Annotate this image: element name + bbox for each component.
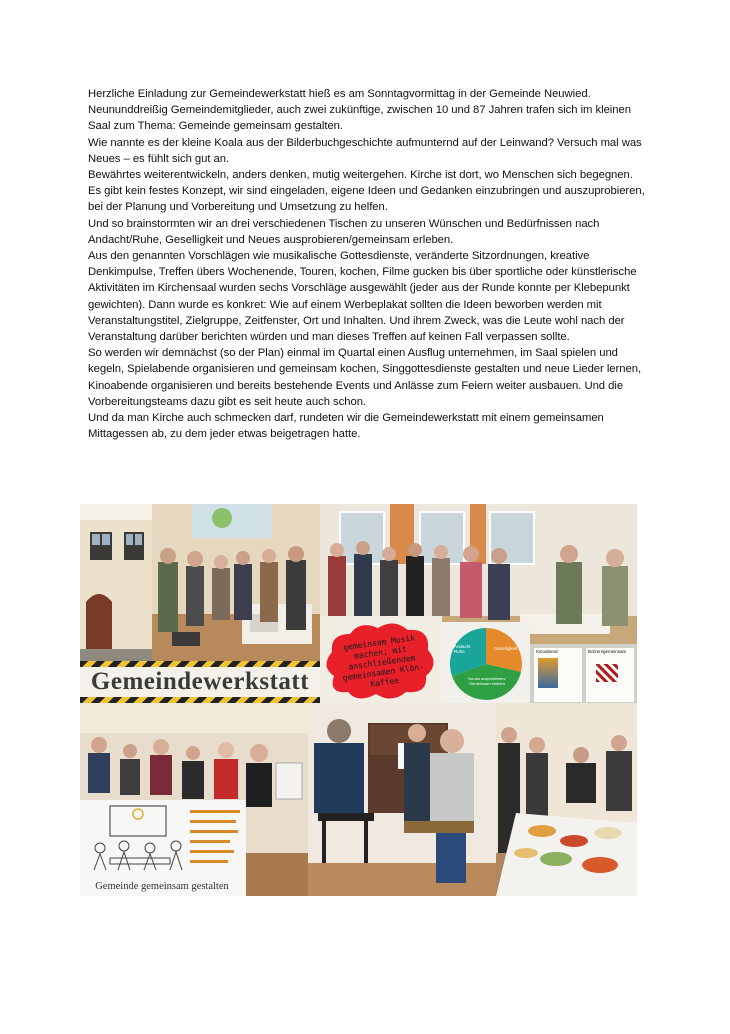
paragraph-invitation: Herzliche Einladung zur Gemeindewerkstatt hieß es am Sonntagvormittag in der Gemeinde Neuwied. [88,88,591,100]
pie-poster [442,622,530,704]
article-text [88,86,648,442]
pie-label-geselligkeit: Geselligkeit [494,646,518,651]
paragraph-lunch: Und da man Kirche auch schmecken darf, rundeten wir die Gemeindewerkstatt mit einem gemeinsamen Mittagessen ab, zu dem jeder etwas beigetragen hatte. [88,412,604,441]
gemeindewerkstatt-banner [80,661,320,703]
photo-collage [80,504,637,896]
sketch-drawing [80,800,246,876]
paragraph-plan: So werden wir demnächst (so der Plan) einmal im Quartal einen Ausflug unternehmen, im Saal spielen und kegeln, Spielabende organisieren und gemeinsam kochen, Singgottesdienste gestalten und neue Lieder lernen, Kinoabende organisieren und bereits bestehende Events und Anlässe zum Feiern weiter ausbauen. Und die Vorbereitungsteams dazu gibt es seit heute auch schon. [88,347,642,408]
posters-photo [530,644,637,706]
pie-label-andacht: Andacht Ruhe [454,644,471,654]
pie-illustration [442,622,530,704]
cloud-note [320,616,442,706]
photo-piano-boy [308,703,496,896]
poster-bolzen-title: Bolzen/gemeinsam [588,649,627,654]
poster-kinoabend [534,648,582,702]
cloud-handwriting: gemeinsam Musik machen, mit anschließendem gemeinsamen Klön-Kaffee [342,633,425,689]
sketch-caption: Gemeinde gemeinsam gestalten [95,881,229,892]
piano-illustration [308,703,496,896]
group-illustration [152,504,320,661]
photo-buffet [496,703,637,896]
pie-label-neues: Neues ausprobieren/ Gemeinsam erleben [468,676,506,686]
poster-kinoabend-title: Kinoabend [536,649,558,654]
photo-group-hall [152,504,320,661]
paragraph-koala: Wie nannte es der kleine Koala aus der Bilderbuchgeschichte aufmunternd auf der Leinwand? Versuch mal was Neues – es fühlt sich gut an. [88,136,642,165]
building-illustration [80,504,152,661]
paragraph-brainstorm: Und so brainstormten wir an drei verschiedenen Tischen zu unseren Wünschen und Bedürfnissen nach Andacht/Ruhe, Geselligkeit und Neues ausprobieren/gemeinsam erleben. [88,217,600,246]
paragraph-motto: Bewährtes weiterentwickeln, anders denken, mutig weitergehen. Kirche ist dort, wo Menschen sich begegnen. [88,169,633,182]
poster-bolzen [586,648,634,702]
paragraph-proposals: Aus den genannten Vorschlägen wie musikalische Gottesdienste, veränderte Sitzordnungen, kreative Denkimpulse, Treffen übers Wochenende, Touren, kochen, Filme gucken bis über sportliche oder künstlerische Aktivitäten im Kirchensaal wurden sechs Vorschläge ausgewählt (jeder aus der Runde konnte per Klebepunkt gewichten). Dann wurde es konkret: Wie auf einem Werbeplakat sollten die Ideen beworben werden mit Veranstaltungstitel, Zielgruppe, Zeitfenster, Ort und Inhalten. Und ihrem Zweck, was die Leute wohl nach der Veranstaltung darüber berichten würden und man dieses Treffen auf keinen Fall verpassen sollte. [88,250,637,344]
paragraph-participants: Neununddreißig Gemeindemitglieder, auch zwei zukünftige, zwischen 10 und 87 Jahren trafen sich im kleinen Saal zum Thema: Gemeinde gemeinsam gestalten. [88,104,631,133]
photo-building [80,504,152,661]
poster-kinoabend-image [538,658,558,688]
sketch-illustration [80,800,246,896]
paragraph-concept: Es gibt kein festes Konzept, wir sind eingeladen, eigene Ideen und Gedanken einzubringen und auszuprobieren, bei der Planung und Vorbereitung und Umsetzung zu helfen. [88,185,645,214]
poster-bolzen-image [596,664,618,682]
banner-title: Gemeindewerkstatt [90,668,310,695]
buffet-illustration [496,703,637,896]
